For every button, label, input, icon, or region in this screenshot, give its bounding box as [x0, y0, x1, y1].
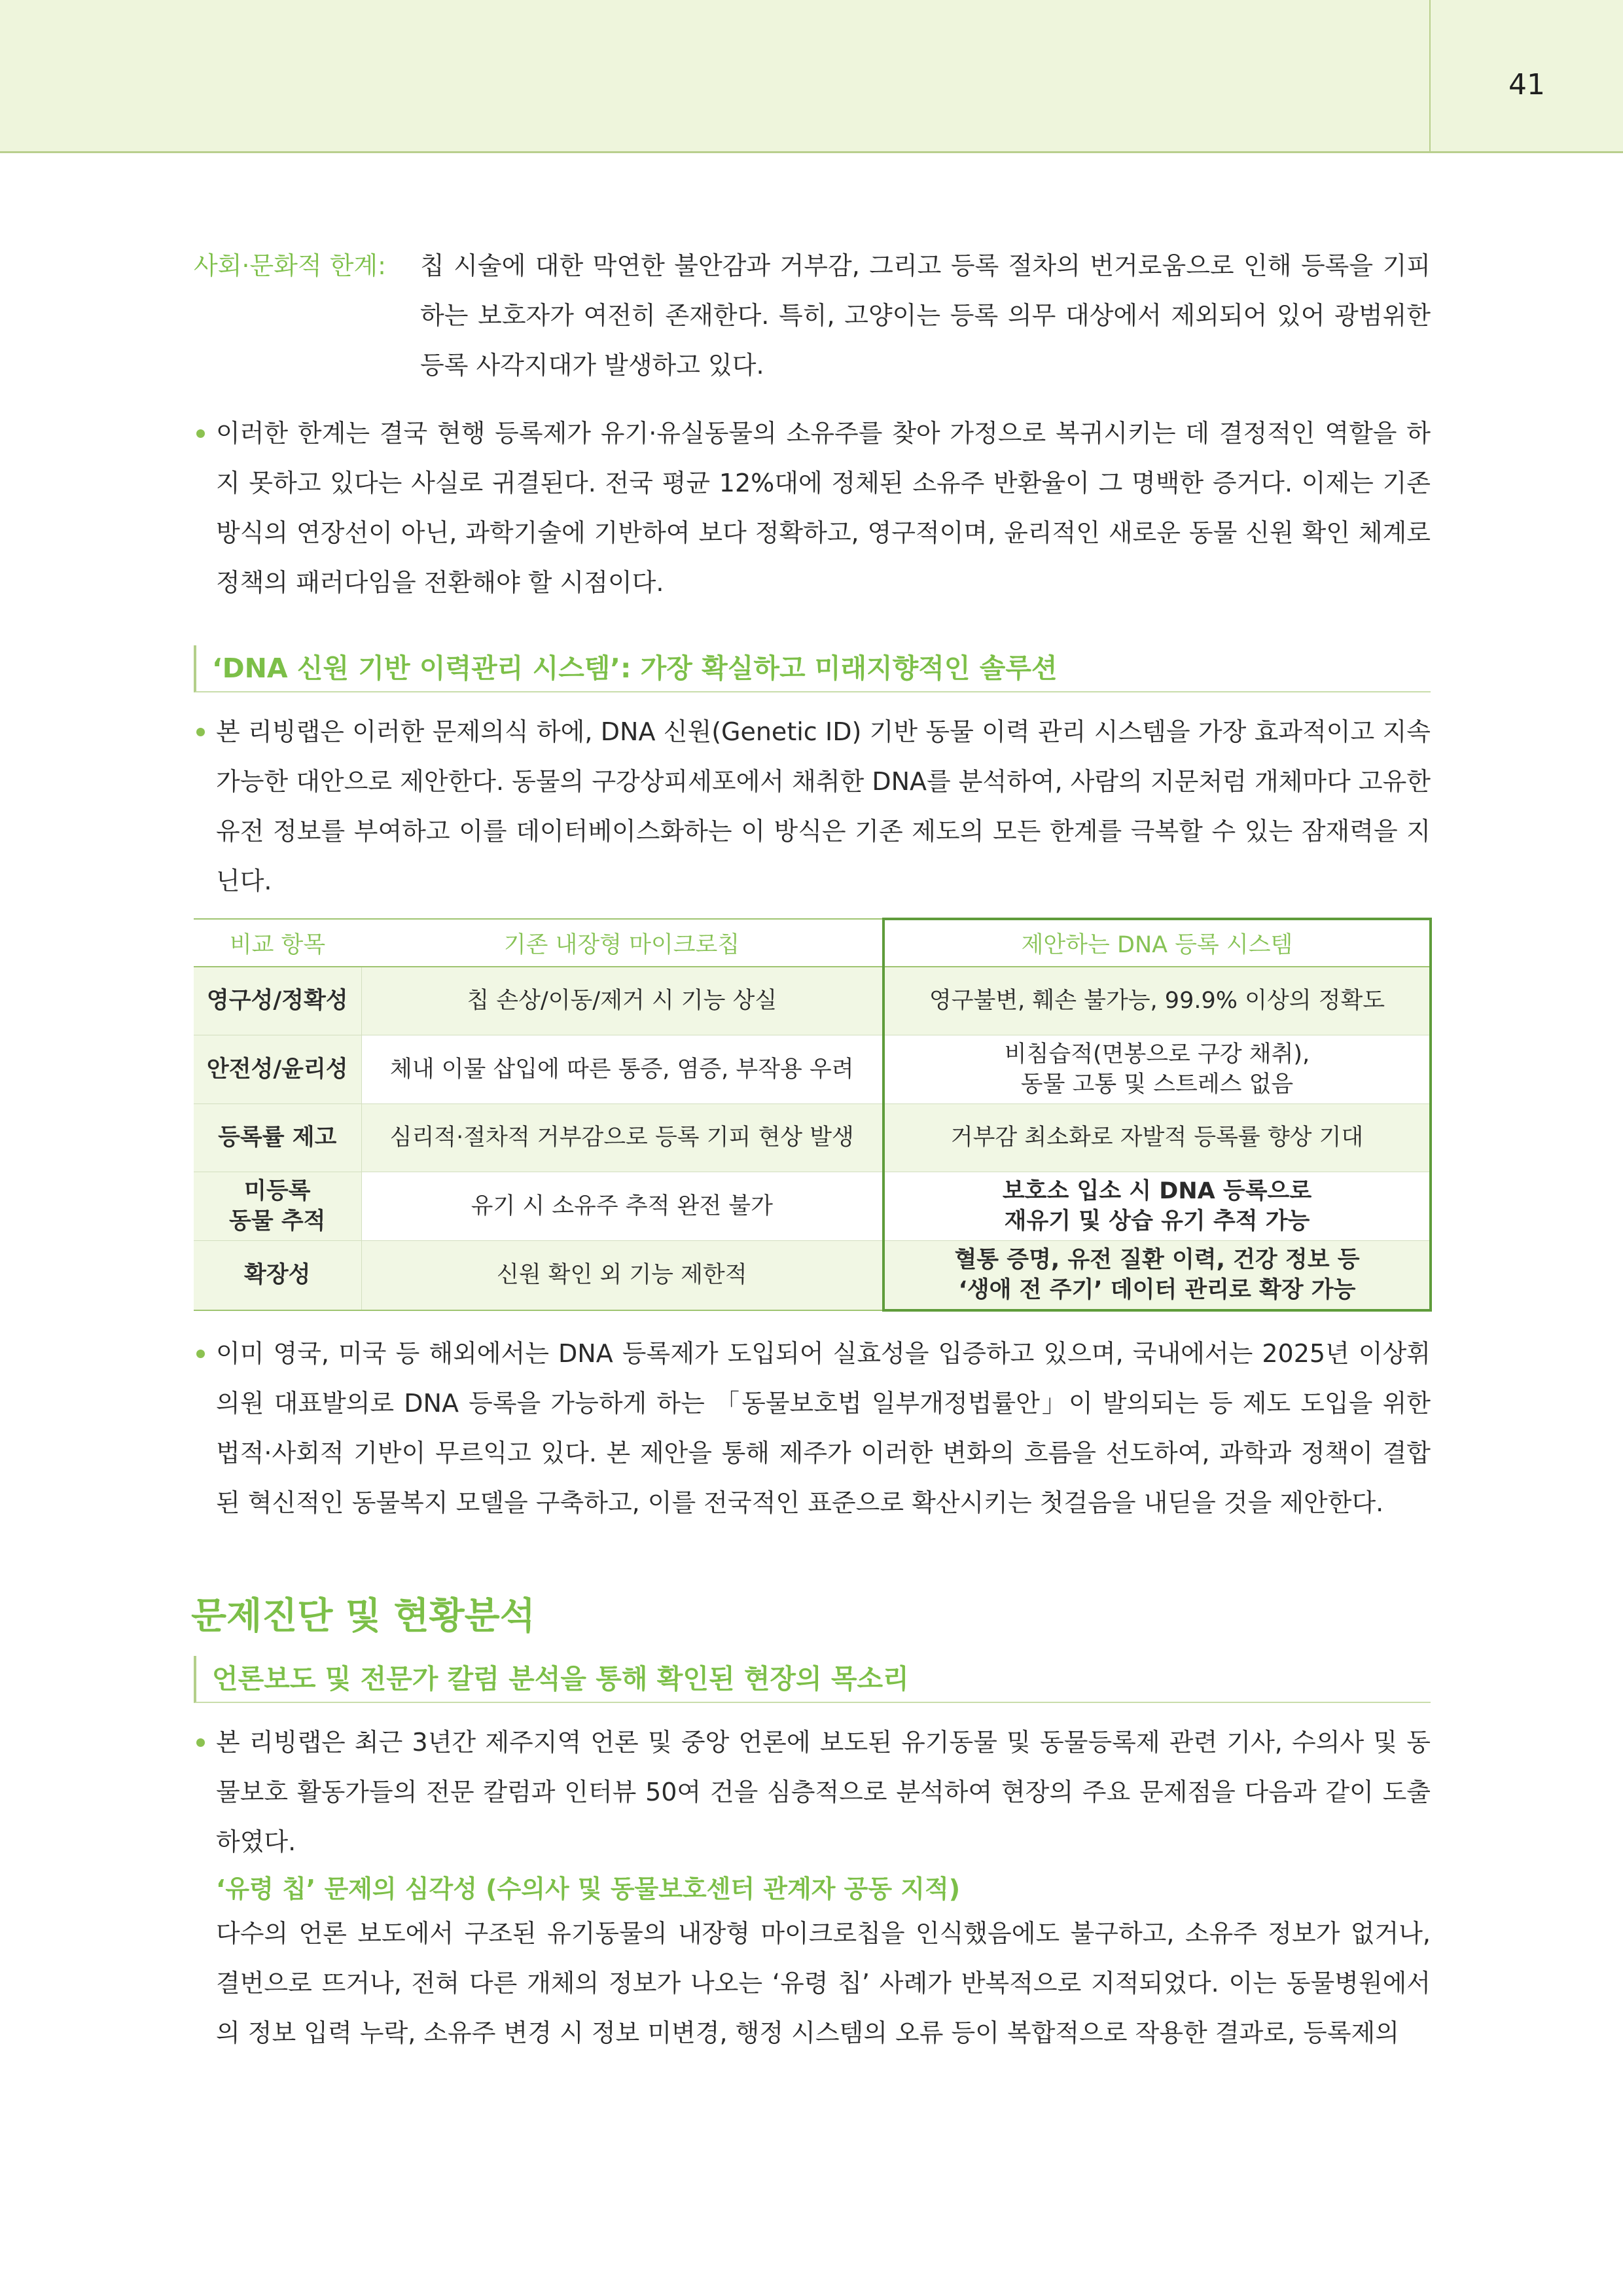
- row-dna: [883, 967, 1431, 1035]
- row-item: 영구성/정확성: [194, 967, 361, 1035]
- row-dna-line2: 재유기 및 상습 유기 추적 가능: [1004, 1208, 1310, 1234]
- row-item-line2: 동물 추적: [229, 1208, 326, 1234]
- comparison-table: [194, 918, 1432, 1312]
- table-row: [194, 1103, 1431, 1172]
- row-item: 확장성: [194, 1240, 361, 1310]
- row-item: 안전성/윤리성: [194, 1035, 361, 1103]
- row-dna: [883, 1103, 1431, 1172]
- row-dna-line1: 보호소 입소 시 DNA 등록으로: [1002, 1177, 1312, 1204]
- row-dna-line1: 혈통 증명, 유전 질환 이력, 건강 정보 등: [954, 1246, 1360, 1273]
- header-item: 비교 항목: [194, 919, 361, 967]
- row-dna-line1: 비침습적(면봉으로 구강 채취),: [1004, 1041, 1310, 1067]
- row-chip: 심리적·절차적 거부감으로 등록 기피 현상 발생: [361, 1103, 883, 1172]
- row-dna-line1: 거부감 최소화로 자발적 등록률 향상 기대: [950, 1124, 1364, 1151]
- row-item: [194, 1172, 361, 1240]
- bullet-paragraph-1: 이러한 한계는 결국 현행 등록제가 유기·유실동물의 소유주를 찾아 가정으로 복귀시키는 데 결정적인 역할을 하지 못하고 있다는 사실로 귀결된다. 전국 평균 12%대에 정체된 소유주 반환율이 그 명백한 증거다. 이제는 기존 방식의 연장선이 아닌, 과학기술에 기반하여 보다 정확하고, 영구적이며, 윤리적인 새로운 동물 신원 확인 체계로 정책의 패러다임을 전환해야 할 시점이다.: [194, 408, 1431, 607]
- subheading-dna-system: ‘DNA 신원 기반 이력관리 시스템’: 가장 확실하고 미래지향적인 솔루션: [194, 645, 1431, 692]
- table-row: [194, 1172, 1431, 1240]
- subheading-field-voices: 언론보도 및 전문가 칼럼 분석을 통해 확인된 현장의 목소리: [194, 1656, 1431, 1703]
- row-dna: [883, 1240, 1431, 1310]
- ghost-chip-text: 다수의 언론 보도에서 구조된 유기동물의 내장형 마이크로칩을 인식했음에도 불구하고, 소유주 정보가 없거나, 결번으로 뜨거나, 전혀 다른 개체의 정보가 나오는 ‘유령 칩’ 사례가 반복적으로 지적되었다. 이는 동물병원에서의 정보 입력 누락, 소유주 변경 시 정보 미변경, 행정 시스템의 오류 등이 복합적으로 작용한 결과로, 등록제의: [216, 1918, 1431, 2047]
- row-dna-line2: 동물 고통 및 스트레스 없음: [1020, 1071, 1294, 1098]
- table-row: [194, 1240, 1431, 1310]
- row-chip: 신원 확인 외 기능 제한적: [361, 1240, 883, 1310]
- bullet-paragraph-4: 본 리빙랩은 최근 3년간 제주지역 언론 및 중앙 언론에 보도된 유기동물 및 동물등록제 관련 기사, 수의사 및 동물보호 활동가들의 전문 칼럼과 인터뷰 50여 건을 심층적으로 분석하여 현장의 주요 문제점을 다음과 같이 도출하였다.: [194, 1717, 1431, 1867]
- row-chip: 칩 손상/이동/제거 시 기능 상실: [361, 967, 883, 1035]
- row-item: 등록률 제고: [194, 1103, 361, 1172]
- row-chip: 체내 이물 삽입에 따른 통증, 염증, 부작용 우려: [361, 1035, 883, 1103]
- table-header-row: [194, 919, 1431, 967]
- ghost-chip-block: [194, 1869, 1431, 2058]
- row-chip: 유기 시 소유주 추적 완전 불가: [361, 1172, 883, 1240]
- social-limit-label: 사회·문화적 한계:: [194, 251, 386, 280]
- bullet-paragraph-3: 이미 영국, 미국 등 해외에서는 DNA 등록제가 도입되어 실효성을 입증하고 있으며, 국내에서는 2025년 이상휘 의원 대표발의로 DNA 등록을 가능하게 하는 「동물보호법 일부개정법률안」이 발의되는 등 제도 도입을 위한 법적·사회적 기반이 무르익고 있다. 본 제안을 통해 제주가 이러한 변화의 흐름을 선도하여, 과학과 정책이 결합된 혁신적인 동물복지 모델을 구축하고, 이를 전국적인 표준으로 확산시키는 첫걸음을 내딛을 것을 제안한다.: [194, 1329, 1431, 1528]
- header-band: [0, 0, 1623, 153]
- page-number: 41: [1508, 68, 1545, 101]
- row-item-line1: 미등록: [244, 1177, 311, 1204]
- table-row: [194, 967, 1431, 1035]
- social-limit-definition: [194, 241, 1431, 390]
- row-dna-line2: ‘생애 전 주기’ 데이터 관리로 확장 가능: [958, 1276, 1356, 1303]
- row-dna: [883, 1172, 1431, 1240]
- row-dna: [883, 1035, 1431, 1103]
- ghost-chip-heading: ‘유령 칩’ 문제의 심각성 (수의사 및 동물보호센터 관계자 공동 지적): [216, 1874, 961, 1903]
- header-microchip: 기존 내장형 마이크로칩: [361, 919, 883, 967]
- social-limit-text: 칩 시술에 대한 막연한 불안감과 거부감, 그리고 등록 절차의 번거로움으로 인해 등록을 기피하는 보호자가 여전히 존재한다. 특히, 고양이는 등록 의무 대상에서 제외되어 있어 광범위한 등록 사각지대가 발생하고 있다.: [420, 251, 1431, 380]
- row-dna-line1: 영구불변, 훼손 불가능, 99.9% 이상의 정확도: [929, 988, 1385, 1014]
- header-dna-system: 제안하는 DNA 등록 시스템: [883, 919, 1431, 967]
- page-content: [191, 241, 1431, 2058]
- table-row: [194, 1035, 1431, 1103]
- bullet-paragraph-2: 본 리빙랩은 이러한 문제의식 하에, DNA 신원(Genetic ID) 기반 동물 이력 관리 시스템을 가장 효과적이고 지속가능한 대안으로 제안한다. 동물의 구강상피세포에서 채취한 DNA를 분석하여, 사람의 지문처럼 개체마다 고유한 유전 정보를 부여하고 이를 데이터베이스화하는 이 방식은 기존 제도의 모든 한계를 극복할 수 있는 잠재력을 지닌다.: [194, 707, 1431, 906]
- section-title: 문제진단 및 현황분석: [191, 1594, 535, 1638]
